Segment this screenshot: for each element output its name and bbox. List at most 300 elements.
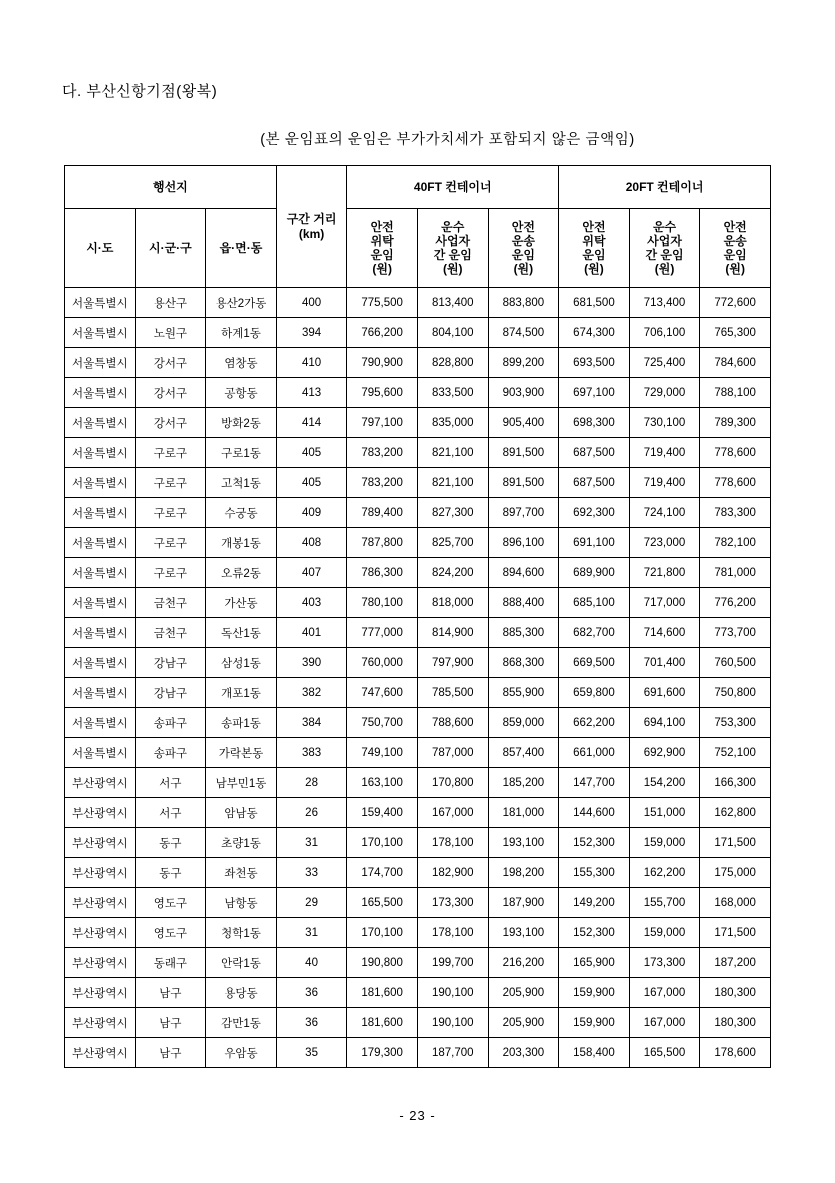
table-row	[65, 648, 771, 678]
cell-f40_transport: 187,900	[488, 888, 559, 918]
cell-f40_carrier: 787,000	[417, 738, 488, 768]
cell-f20_transport: 752,100	[700, 738, 771, 768]
header-20ft: 20FT 컨테이너	[559, 166, 771, 209]
cell-f20_transport: 187,200	[700, 948, 771, 978]
cell-dong: 암남동	[206, 798, 277, 828]
cell-sigungu: 영도구	[135, 918, 206, 948]
cell-f20_trust: 661,000	[559, 738, 630, 768]
cell-sigungu: 송파구	[135, 738, 206, 768]
cell-f40_carrier: 788,600	[417, 708, 488, 738]
cell-sido: 부산광역시	[65, 828, 136, 858]
cell-f40_trust: 163,100	[347, 768, 418, 798]
cell-sigungu: 금천구	[135, 588, 206, 618]
header-20ft-safe-trust	[559, 209, 630, 288]
cell-f20_transport: 773,700	[700, 618, 771, 648]
cell-f40_carrier: 178,100	[417, 828, 488, 858]
cell-f20_trust: 159,900	[559, 978, 630, 1008]
table-row	[65, 888, 771, 918]
cell-km: 36	[276, 1008, 347, 1038]
cell-f40_trust: 797,100	[347, 408, 418, 438]
cell-f20_transport: 783,300	[700, 498, 771, 528]
cell-sido: 서울특별시	[65, 528, 136, 558]
cell-f20_trust: 689,900	[559, 558, 630, 588]
cell-sido: 부산광역시	[65, 978, 136, 1008]
table-header	[65, 166, 771, 288]
cell-sido: 서울특별시	[65, 348, 136, 378]
cell-f40_transport: 899,200	[488, 348, 559, 378]
table-row	[65, 468, 771, 498]
cell-f40_transport: 905,400	[488, 408, 559, 438]
cell-km: 409	[276, 498, 347, 528]
cell-f20_carrier: 155,700	[629, 888, 700, 918]
cell-sigungu: 강서구	[135, 348, 206, 378]
cell-f20_carrier: 692,900	[629, 738, 700, 768]
cell-km: 28	[276, 768, 347, 798]
header-20ft-safe-trust-line3: 운임	[582, 248, 606, 262]
cell-dong: 개포1동	[206, 678, 277, 708]
cell-km: 384	[276, 708, 347, 738]
cell-sigungu: 구로구	[135, 528, 206, 558]
table-row	[65, 558, 771, 588]
cell-f20_transport: 772,600	[700, 288, 771, 318]
header-20ft-carrier-line2: 사업자	[647, 233, 682, 248]
cell-sigungu: 서구	[135, 768, 206, 798]
header-distance-line3: (km)	[298, 226, 325, 241]
cell-sigungu: 서구	[135, 798, 206, 828]
table-row	[65, 798, 771, 828]
cell-km: 410	[276, 348, 347, 378]
table-row	[65, 858, 771, 888]
cell-f40_transport: 216,200	[488, 948, 559, 978]
cell-f20_transport: 778,600	[700, 438, 771, 468]
cell-f20_trust: 152,300	[559, 828, 630, 858]
cell-f20_carrier: 724,100	[629, 498, 700, 528]
header-distance	[276, 166, 347, 288]
cell-f20_carrier: 719,400	[629, 468, 700, 498]
cell-f40_transport: 203,300	[488, 1038, 559, 1068]
cell-f40_trust: 181,600	[347, 978, 418, 1008]
table-row	[65, 618, 771, 648]
cell-f40_transport: 868,300	[488, 648, 559, 678]
cell-km: 400	[276, 288, 347, 318]
header-destination: 행선지	[65, 166, 277, 209]
cell-dong: 개봉1동	[206, 528, 277, 558]
cell-sido: 부산광역시	[65, 918, 136, 948]
cell-dong: 남항동	[206, 888, 277, 918]
cell-f40_carrier: 814,900	[417, 618, 488, 648]
cell-f40_carrier: 833,500	[417, 378, 488, 408]
cell-f20_transport: 753,300	[700, 708, 771, 738]
cell-dong: 용산2가동	[206, 288, 277, 318]
cell-sido: 부산광역시	[65, 948, 136, 978]
cell-f20_trust: 691,100	[559, 528, 630, 558]
cell-f40_carrier: 187,700	[417, 1038, 488, 1068]
header-20ft-safe-transport	[700, 209, 771, 288]
cell-sido: 서울특별시	[65, 408, 136, 438]
cell-f40_transport: 855,900	[488, 678, 559, 708]
cell-km: 403	[276, 588, 347, 618]
cell-f40_transport: 888,400	[488, 588, 559, 618]
cell-km: 31	[276, 828, 347, 858]
cell-f40_transport: 891,500	[488, 468, 559, 498]
freight-rate-table	[64, 165, 771, 1068]
cell-f40_trust: 780,100	[347, 588, 418, 618]
cell-dong: 좌천동	[206, 858, 277, 888]
cell-f40_transport: 903,900	[488, 378, 559, 408]
cell-f20_trust: 693,500	[559, 348, 630, 378]
cell-f20_transport: 171,500	[700, 918, 771, 948]
cell-f20_trust: 697,100	[559, 378, 630, 408]
cell-f20_trust: 147,700	[559, 768, 630, 798]
cell-f40_carrier: 173,300	[417, 888, 488, 918]
cell-km: 40	[276, 948, 347, 978]
cell-f20_transport: 778,600	[700, 468, 771, 498]
table-row	[65, 1008, 771, 1038]
cell-sigungu: 강남구	[135, 678, 206, 708]
cell-f20_transport: 789,300	[700, 408, 771, 438]
cell-f40_transport: 198,200	[488, 858, 559, 888]
cell-f20_trust: 698,300	[559, 408, 630, 438]
page-title: 다. 부산신항기점(왕복)	[62, 83, 218, 100]
cell-f40_transport: 885,300	[488, 618, 559, 648]
cell-km: 35	[276, 1038, 347, 1068]
cell-f20_carrier: 714,600	[629, 618, 700, 648]
cell-f40_carrier: 824,200	[417, 558, 488, 588]
cell-sigungu: 노원구	[135, 318, 206, 348]
cell-f20_trust: 158,400	[559, 1038, 630, 1068]
cell-f40_trust: 766,200	[347, 318, 418, 348]
cell-sido: 부산광역시	[65, 1008, 136, 1038]
cell-sigungu: 용산구	[135, 288, 206, 318]
cell-f20_trust: 685,100	[559, 588, 630, 618]
cell-f40_trust: 783,200	[347, 468, 418, 498]
header-sigungu: 시·군·구	[135, 209, 206, 288]
cell-f40_trust: 174,700	[347, 858, 418, 888]
cell-f20_carrier: 725,400	[629, 348, 700, 378]
cell-f40_trust: 190,800	[347, 948, 418, 978]
cell-dong: 구로1동	[206, 438, 277, 468]
cell-f20_carrier: 151,000	[629, 798, 700, 828]
table-row	[65, 678, 771, 708]
cell-f40_transport: 891,500	[488, 438, 559, 468]
cell-dong: 공항동	[206, 378, 277, 408]
header-40ft-safe-transport-line3: 운임	[511, 248, 535, 262]
header-40ft-safe-trust-line4: (원)	[372, 262, 392, 277]
cell-dong: 염창동	[206, 348, 277, 378]
cell-dong: 용당동	[206, 978, 277, 1008]
cell-f40_trust: 790,900	[347, 348, 418, 378]
table-row	[65, 528, 771, 558]
cell-f20_trust: 687,500	[559, 468, 630, 498]
cell-sigungu: 강남구	[135, 648, 206, 678]
cell-f20_transport: 784,600	[700, 348, 771, 378]
header-40ft-safe-trust-line1: 안전	[370, 219, 394, 234]
cell-sigungu: 남구	[135, 1038, 206, 1068]
cell-f40_trust: 170,100	[347, 918, 418, 948]
cell-f20_carrier: 159,000	[629, 918, 700, 948]
header-20ft-carrier-line1: 운수	[652, 219, 677, 234]
cell-km: 390	[276, 648, 347, 678]
cell-dong: 감만1동	[206, 1008, 277, 1038]
cell-f40_trust: 760,000	[347, 648, 418, 678]
cell-sigungu: 동래구	[135, 948, 206, 978]
header-20ft-safe-transport-line1: 안전	[723, 219, 747, 234]
cell-f20_trust: 687,500	[559, 438, 630, 468]
cell-f40_carrier: 785,500	[417, 678, 488, 708]
table-row	[65, 708, 771, 738]
cell-f20_trust: 692,300	[559, 498, 630, 528]
vat-note: (본 운임표의 운임은 부가가치세가 포함되지 않은 금액임)	[260, 132, 635, 148]
cell-f40_carrier: 835,000	[417, 408, 488, 438]
cell-km: 383	[276, 738, 347, 768]
cell-sido: 서울특별시	[65, 588, 136, 618]
cell-dong: 안락1동	[206, 948, 277, 978]
cell-f40_carrier: 821,100	[417, 438, 488, 468]
cell-f40_transport: 193,100	[488, 828, 559, 858]
cell-f20_transport: 765,300	[700, 318, 771, 348]
cell-f20_carrier: 719,400	[629, 438, 700, 468]
table-row	[65, 978, 771, 1008]
cell-dong: 삼성1동	[206, 648, 277, 678]
cell-dong: 가산동	[206, 588, 277, 618]
cell-f40_trust: 170,100	[347, 828, 418, 858]
cell-dong: 남부민1동	[206, 768, 277, 798]
cell-f40_trust: 747,600	[347, 678, 418, 708]
header-40ft: 40FT 컨테이너	[347, 166, 559, 209]
table-row	[65, 348, 771, 378]
cell-f20_carrier: 165,500	[629, 1038, 700, 1068]
cell-f40_carrier: 190,100	[417, 1008, 488, 1038]
cell-sido: 서울특별시	[65, 708, 136, 738]
cell-sido: 부산광역시	[65, 768, 136, 798]
table-row	[65, 828, 771, 858]
table-row	[65, 288, 771, 318]
cell-f40_transport: 181,000	[488, 798, 559, 828]
cell-dong: 오류2동	[206, 558, 277, 588]
cell-sido: 서울특별시	[65, 468, 136, 498]
cell-sido: 부산광역시	[65, 858, 136, 888]
cell-f40_carrier: 170,800	[417, 768, 488, 798]
cell-km: 408	[276, 528, 347, 558]
cell-f40_carrier: 797,900	[417, 648, 488, 678]
table-row	[65, 918, 771, 948]
cell-f20_trust: 159,900	[559, 1008, 630, 1038]
cell-f20_transport: 166,300	[700, 768, 771, 798]
header-40ft-carrier-line2: 사업자	[435, 233, 471, 248]
table-row	[65, 438, 771, 468]
cell-km: 382	[276, 678, 347, 708]
cell-f40_trust: 749,100	[347, 738, 418, 768]
cell-f20_carrier: 694,100	[629, 708, 700, 738]
cell-f20_carrier: 691,600	[629, 678, 700, 708]
cell-km: 26	[276, 798, 347, 828]
cell-f20_carrier: 162,200	[629, 858, 700, 888]
cell-sido: 부산광역시	[65, 1038, 136, 1068]
cell-f40_trust: 775,500	[347, 288, 418, 318]
cell-f20_trust: 681,500	[559, 288, 630, 318]
cell-f20_transport: 781,000	[700, 558, 771, 588]
cell-f20_trust: 149,200	[559, 888, 630, 918]
cell-f20_carrier: 159,000	[629, 828, 700, 858]
cell-sigungu: 남구	[135, 978, 206, 1008]
cell-f40_transport: 857,400	[488, 738, 559, 768]
cell-sigungu: 송파구	[135, 708, 206, 738]
page-number: - 23 -	[399, 1108, 436, 1123]
table-row	[65, 318, 771, 348]
header-40ft-safe-transport	[488, 209, 559, 288]
cell-f20_carrier: 706,100	[629, 318, 700, 348]
cell-f20_trust: 674,300	[559, 318, 630, 348]
cell-sigungu: 강서구	[135, 378, 206, 408]
cell-f40_trust: 786,300	[347, 558, 418, 588]
cell-dong: 방화2동	[206, 408, 277, 438]
table-row	[65, 588, 771, 618]
cell-f20_transport: 782,100	[700, 528, 771, 558]
header-sido: 시·도	[65, 209, 136, 288]
cell-f40_trust: 159,400	[347, 798, 418, 828]
cell-f20_carrier: 167,000	[629, 978, 700, 1008]
cell-f20_transport: 180,300	[700, 1008, 771, 1038]
cell-dong: 우암동	[206, 1038, 277, 1068]
cell-sigungu: 영도구	[135, 888, 206, 918]
cell-f40_carrier: 167,000	[417, 798, 488, 828]
cell-f20_trust: 152,300	[559, 918, 630, 948]
cell-dong: 수궁동	[206, 498, 277, 528]
cell-f40_transport: 859,000	[488, 708, 559, 738]
cell-f40_carrier: 804,100	[417, 318, 488, 348]
header-20ft-carrier-line4: (원)	[654, 262, 675, 277]
header-40ft-safe-transport-line2: 운송	[511, 233, 535, 248]
header-40ft-safe-trust-line3: 운임	[370, 248, 394, 262]
cell-f20_carrier: 173,300	[629, 948, 700, 978]
cell-sigungu: 구로구	[135, 498, 206, 528]
header-20ft-safe-trust-line4: (원)	[584, 262, 604, 277]
cell-f20_trust: 144,600	[559, 798, 630, 828]
cell-f40_transport: 896,100	[488, 528, 559, 558]
cell-f20_trust: 155,300	[559, 858, 630, 888]
cell-f20_carrier: 154,200	[629, 768, 700, 798]
cell-sido: 부산광역시	[65, 888, 136, 918]
table-body	[65, 288, 771, 1068]
table-row	[65, 498, 771, 528]
cell-f20_trust: 659,800	[559, 678, 630, 708]
cell-f40_transport: 883,800	[488, 288, 559, 318]
cell-f20_carrier: 167,000	[629, 1008, 700, 1038]
cell-sido: 서울특별시	[65, 618, 136, 648]
cell-f40_trust: 795,600	[347, 378, 418, 408]
cell-sigungu: 구로구	[135, 438, 206, 468]
cell-km: 413	[276, 378, 347, 408]
header-40ft-safe-trust	[347, 209, 418, 288]
cell-f20_carrier: 729,000	[629, 378, 700, 408]
cell-sido: 서울특별시	[65, 318, 136, 348]
cell-f40_carrier: 821,100	[417, 468, 488, 498]
cell-f40_carrier: 178,100	[417, 918, 488, 948]
header-20ft-safe-trust-line2: 위탁	[582, 233, 606, 248]
header-row-sub	[65, 209, 771, 288]
cell-dong: 하계1동	[206, 318, 277, 348]
cell-f40_transport: 894,600	[488, 558, 559, 588]
cell-dong: 청학1동	[206, 918, 277, 948]
cell-sido: 서울특별시	[65, 498, 136, 528]
cell-dong: 독산1동	[206, 618, 277, 648]
cell-f20_carrier: 713,400	[629, 288, 700, 318]
cell-f40_trust: 787,800	[347, 528, 418, 558]
header-20ft-safe-transport-line4: (원)	[725, 262, 745, 277]
cell-sigungu: 구로구	[135, 468, 206, 498]
header-40ft-carrier	[417, 209, 488, 288]
header-40ft-carrier-line3: 간 운임	[433, 248, 472, 262]
cell-f20_transport: 162,800	[700, 798, 771, 828]
cell-f40_carrier: 827,300	[417, 498, 488, 528]
header-20ft-safe-transport-line3: 운임	[723, 248, 747, 262]
cell-f20_transport: 750,800	[700, 678, 771, 708]
header-40ft-carrier-line4: (원)	[442, 262, 463, 277]
cell-f20_carrier: 723,000	[629, 528, 700, 558]
cell-sido: 서울특별시	[65, 438, 136, 468]
cell-f40_trust: 750,700	[347, 708, 418, 738]
cell-f20_trust: 669,500	[559, 648, 630, 678]
cell-f40_carrier: 818,000	[417, 588, 488, 618]
cell-f20_trust: 682,700	[559, 618, 630, 648]
cell-f40_transport: 205,900	[488, 1008, 559, 1038]
header-40ft-carrier-line1: 운수	[441, 219, 465, 234]
cell-dong: 가락본동	[206, 738, 277, 768]
cell-f20_carrier: 701,400	[629, 648, 700, 678]
table-row	[65, 408, 771, 438]
header-40ft-safe-transport-line4: (원)	[513, 262, 534, 277]
cell-f20_transport: 175,000	[700, 858, 771, 888]
cell-sigungu: 강서구	[135, 408, 206, 438]
cell-f20_carrier: 717,000	[629, 588, 700, 618]
cell-f40_trust: 165,500	[347, 888, 418, 918]
cell-f40_carrier: 813,400	[417, 288, 488, 318]
cell-sido: 서울특별시	[65, 288, 136, 318]
cell-km: 394	[276, 318, 347, 348]
cell-f20_transport: 776,200	[700, 588, 771, 618]
cell-f20_transport: 178,600	[700, 1038, 771, 1068]
cell-f20_transport: 168,000	[700, 888, 771, 918]
cell-f40_trust: 181,600	[347, 1008, 418, 1038]
cell-f20_transport: 760,500	[700, 648, 771, 678]
cell-sigungu: 동구	[135, 828, 206, 858]
header-40ft-safe-transport-line1: 안전	[511, 219, 535, 234]
cell-sigungu: 동구	[135, 858, 206, 888]
cell-km: 36	[276, 978, 347, 1008]
table-row	[65, 378, 771, 408]
cell-sido: 서울특별시	[65, 378, 136, 408]
cell-f40_trust: 777,000	[347, 618, 418, 648]
cell-sido: 서울특별시	[65, 738, 136, 768]
cell-f40_carrier: 825,700	[417, 528, 488, 558]
header-20ft-safe-trust-line1: 안전	[582, 219, 606, 234]
header-distance-line1: 구간	[286, 211, 310, 226]
cell-km: 29	[276, 888, 347, 918]
cell-f20_transport: 788,100	[700, 378, 771, 408]
cell-f40_transport: 185,200	[488, 768, 559, 798]
cell-sido: 서울특별시	[65, 648, 136, 678]
cell-km: 31	[276, 918, 347, 948]
cell-sigungu: 남구	[135, 1008, 206, 1038]
cell-dong: 송파1동	[206, 708, 277, 738]
cell-f20_transport: 171,500	[700, 828, 771, 858]
cell-f40_trust: 783,200	[347, 438, 418, 468]
cell-dong: 고척1동	[206, 468, 277, 498]
cell-f20_trust: 165,900	[559, 948, 630, 978]
cell-sido: 서울특별시	[65, 558, 136, 588]
cell-f40_trust: 789,400	[347, 498, 418, 528]
cell-f40_transport: 874,500	[488, 318, 559, 348]
